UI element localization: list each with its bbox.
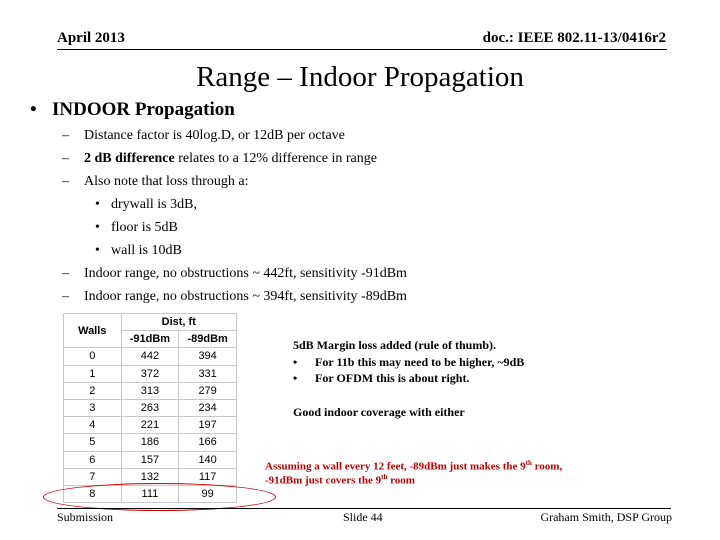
sub-bullet-text: Indoor range, no obstructions ~ 442ft, sensitivity -91dBm [84, 266, 407, 281]
red-note-text: -91dBm just covers the 9 [265, 474, 382, 487]
table-cell: 2 [64, 382, 122, 399]
table-row [64, 365, 237, 382]
table-cell: 394 [179, 348, 237, 365]
sub-bullet: – Distance factor is 40log.D, or 12dB per octave [62, 128, 345, 143]
distance-table [63, 313, 237, 503]
sensitivity-91-header: -91dBm [121, 331, 179, 348]
sub-bullet: – Indoor range, no obstructions ~ 442ft, sensitivity -91dBm [62, 266, 407, 281]
slide-title: Range – Indoor Propagation [196, 61, 524, 93]
table-cell: 157 [121, 451, 179, 468]
note-item: • For 11b this may need to be higher, ~9dB [293, 355, 525, 369]
bullet-dot: • [30, 99, 37, 120]
sub-bullet: – Indoor range, no obstructions ~ 394ft, sensitivity -89dBm [62, 289, 407, 304]
table-cell: 234 [179, 399, 237, 416]
loss-item-text: drywall is 3dB, [111, 197, 197, 212]
table-cell: 3 [64, 399, 122, 416]
sub-bullet-text: Also note that loss through a: [84, 174, 249, 189]
main-bullet-text: INDOOR Propagation [52, 99, 235, 120]
table-cell: 279 [179, 382, 237, 399]
table-row [64, 399, 237, 416]
table-row [64, 382, 237, 399]
footer-author: Graham Smith, DSP Group [540, 510, 672, 524]
header-rule [57, 49, 667, 50]
table-cell: 0 [64, 348, 122, 365]
table-cell: 263 [121, 399, 179, 416]
table-cell: 5 [64, 434, 122, 451]
highlight-ellipse [43, 483, 276, 511]
loss-item-text: wall is 10dB [111, 243, 182, 258]
table-row [64, 451, 237, 468]
sensitivity-89-header: -89dBm [179, 331, 237, 348]
table-cell: 4 [64, 417, 122, 434]
sub-bullet-bold: 2 dB difference [84, 151, 175, 166]
table-row [64, 348, 237, 365]
main-bullet [30, 99, 235, 121]
table-cell: 313 [121, 382, 179, 399]
table-cell: 1 [64, 365, 122, 382]
sub-bullet: – 2 dB difference relates to a 12% difference in range [62, 151, 377, 166]
footer-rule [57, 508, 671, 509]
walls-header: Walls [64, 314, 122, 348]
loss-item: • floor is 5dB [95, 220, 178, 235]
table-cell: 331 [179, 365, 237, 382]
sub-bullet-text: Distance factor is 40log.D, or 12dB per octave [84, 128, 345, 143]
note-item-text: For 11b this may need to be higher, ~9dB [315, 355, 525, 369]
red-note-line1 [265, 459, 562, 473]
table-cell: 442 [121, 348, 179, 365]
header-doc-id: doc.: IEEE 802.11-13/0416r2 [482, 30, 666, 46]
table-cell: 8 [64, 485, 122, 502]
red-note-line2 [265, 473, 415, 487]
red-note-sup: th [525, 459, 532, 467]
red-note-text: room [387, 474, 415, 487]
note-item-text: For OFDM this is about right. [315, 371, 470, 385]
slide-number: Slide 44 [343, 510, 383, 524]
red-note-sup: th [381, 473, 388, 481]
table-cell: 372 [121, 365, 179, 382]
table-cell: 7 [64, 468, 122, 485]
sub-bullet: – Also note that loss through a: [62, 174, 249, 189]
note-item: • For OFDM this is about right. [293, 371, 470, 385]
table-row [64, 417, 237, 434]
table-cell: 186 [121, 434, 179, 451]
loss-item-text: floor is 5dB [111, 220, 178, 235]
loss-item: • drywall is 3dB, [95, 197, 197, 212]
dist-header: Dist, ft [121, 314, 236, 331]
table-cell: 132 [121, 468, 179, 485]
red-note-text: room, [531, 460, 563, 473]
table-cell: 6 [64, 451, 122, 468]
table-row [64, 434, 237, 451]
coverage-note: Good indoor coverage with either [293, 405, 465, 419]
table-cell: 117 [179, 468, 237, 485]
sub-bullet-text: relates to a 12% difference in range [174, 151, 377, 166]
footer-submission: Submission [57, 510, 114, 524]
table-cell: 221 [121, 417, 179, 434]
header-date: April 2013 [57, 30, 125, 46]
loss-item: • wall is 10dB [95, 243, 182, 258]
table-cell: 140 [179, 451, 237, 468]
table-header-row [64, 314, 237, 331]
sub-bullet-text: Indoor range, no obstructions ~ 394ft, sensitivity -89dBm [84, 289, 407, 304]
table-cell: 99 [179, 485, 237, 502]
table-cell: 197 [179, 417, 237, 434]
margin-note: 5dB Margin loss added (rule of thumb). [293, 338, 497, 352]
red-note-text: Assuming a wall every 12 feet, -89dBm just makes the 9 [265, 460, 526, 473]
table-cell: 111 [121, 485, 179, 502]
table-cell: 166 [179, 434, 237, 451]
